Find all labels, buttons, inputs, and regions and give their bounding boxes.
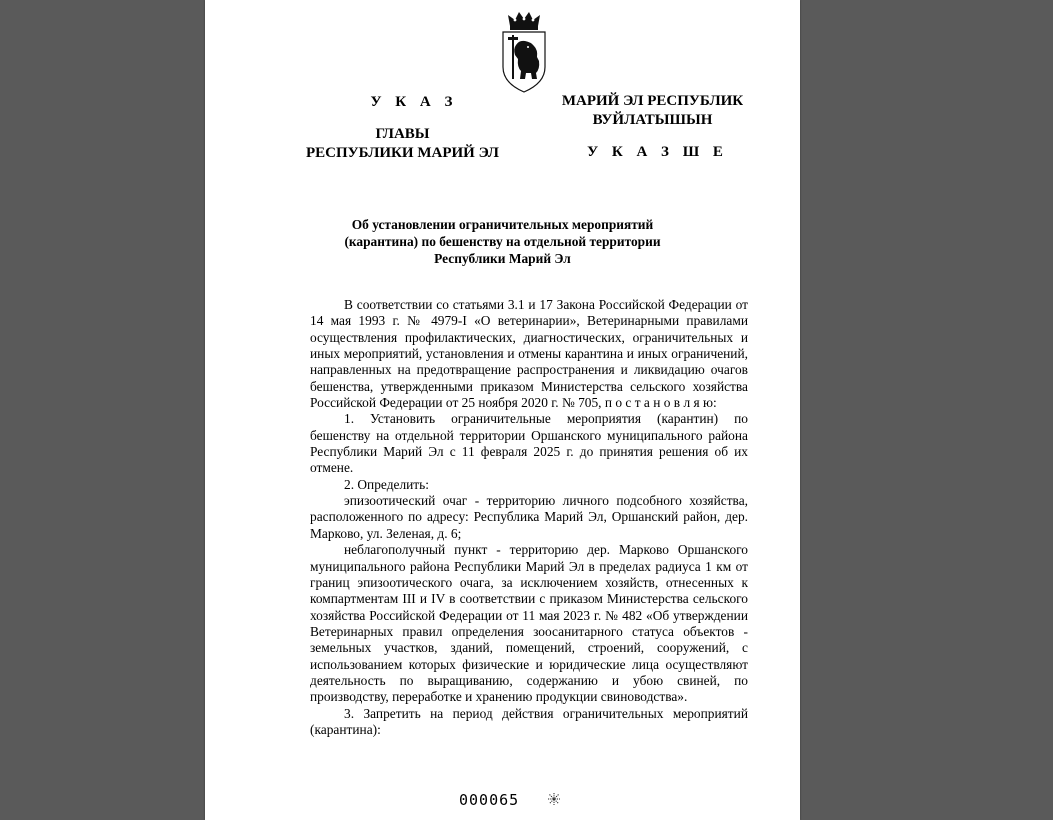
ukazshe-title-right: У К А З Ш Е [587,144,728,160]
asterisk-mark-icon [547,792,561,806]
clause-1-paragraph: 1. Установить ограничительные мероприятия (карантин) по бешенству на отдельной территории Оршанского муниципального района Республики Марий Эл с 11 февраля 2025 г. до принятия решения об их отмене. [310,411,748,476]
clause-3-paragraph: 3. Запретить на период действия ограничительных мероприятий (карантина): [310,705,748,737]
document-body [310,297,748,738]
title-line: Об установлении ограничительных мероприятий [351,217,654,232]
document-title [305,216,700,267]
document-page [205,0,800,820]
header-right-line1: МАРИЙ ЭЛ РЕСПУБЛИК [561,93,744,109]
ukaz-title-left: У К А З [370,94,458,110]
serial-number: 000065 [459,791,520,809]
clause-2-paragraph: 2. Определить: [344,476,429,492]
header-left-line2: РЕСПУБЛИКИ МАРИЙ ЭЛ [305,145,499,161]
header-left-line1: ГЛАВЫ [375,126,430,142]
title-line: Республики Марий Эл [434,251,571,266]
title-line: (карантина) по бешенству на отдельной территории [344,234,661,249]
header-right-line2: ВУЙЛАТЫШЫН [592,112,713,128]
document-serial-number [459,791,561,809]
coat-of-arms-icon [499,9,549,95]
preamble-paragraph: В соответствии со статьями 3.1 и 17 Закона Российской Федерации от 14 мая 1993 г. № 4979-I «О ветеринарии», Ветеринарными правилами осуществления профилактических, диагностических, ограничительных и иных мероприятий, установления и отмены карантина и иных ограничений, направленных на предотвращение распространения и ликвидацию очагов бешенства, утвержденными приказом Министерства сельского хозяйства Российской Федерации от 25 ноября 2020 г. № 705, п о с т а н о в л я ю: [310,297,748,411]
epizootic-focus-paragraph: эпизоотический очаг - территорию личного подсобного хозяйства, расположенного по адресу: Республика Марий Эл, Оршанский район, дер. Марково, ул. Зеленая, д. 6; [310,493,748,541]
unfavorable-point-paragraph: неблагополучный пункт - территорию дер. Марково Оршанского муниципального района Республики Марий Эл в пределах радиуса 1 км от границ эпизоотического очага, за исключением хозяйств, отнесенных к компартментам III и IV в соответствии с приказом Министерства сельского хозяйства Российской Федерации от 11 мая 2023 г. № 482 «Об утверждении Ветеринарных правил определения зоосанитарного статуса объектов - земельных участков, зданий, помещений, строений, сооружений, с использованием которых физические и юридические лица осуществляют деятельность по выращиванию, содержанию и убою свиней, по производству, переработке и хранению продукции свиноводства». [310,542,748,705]
